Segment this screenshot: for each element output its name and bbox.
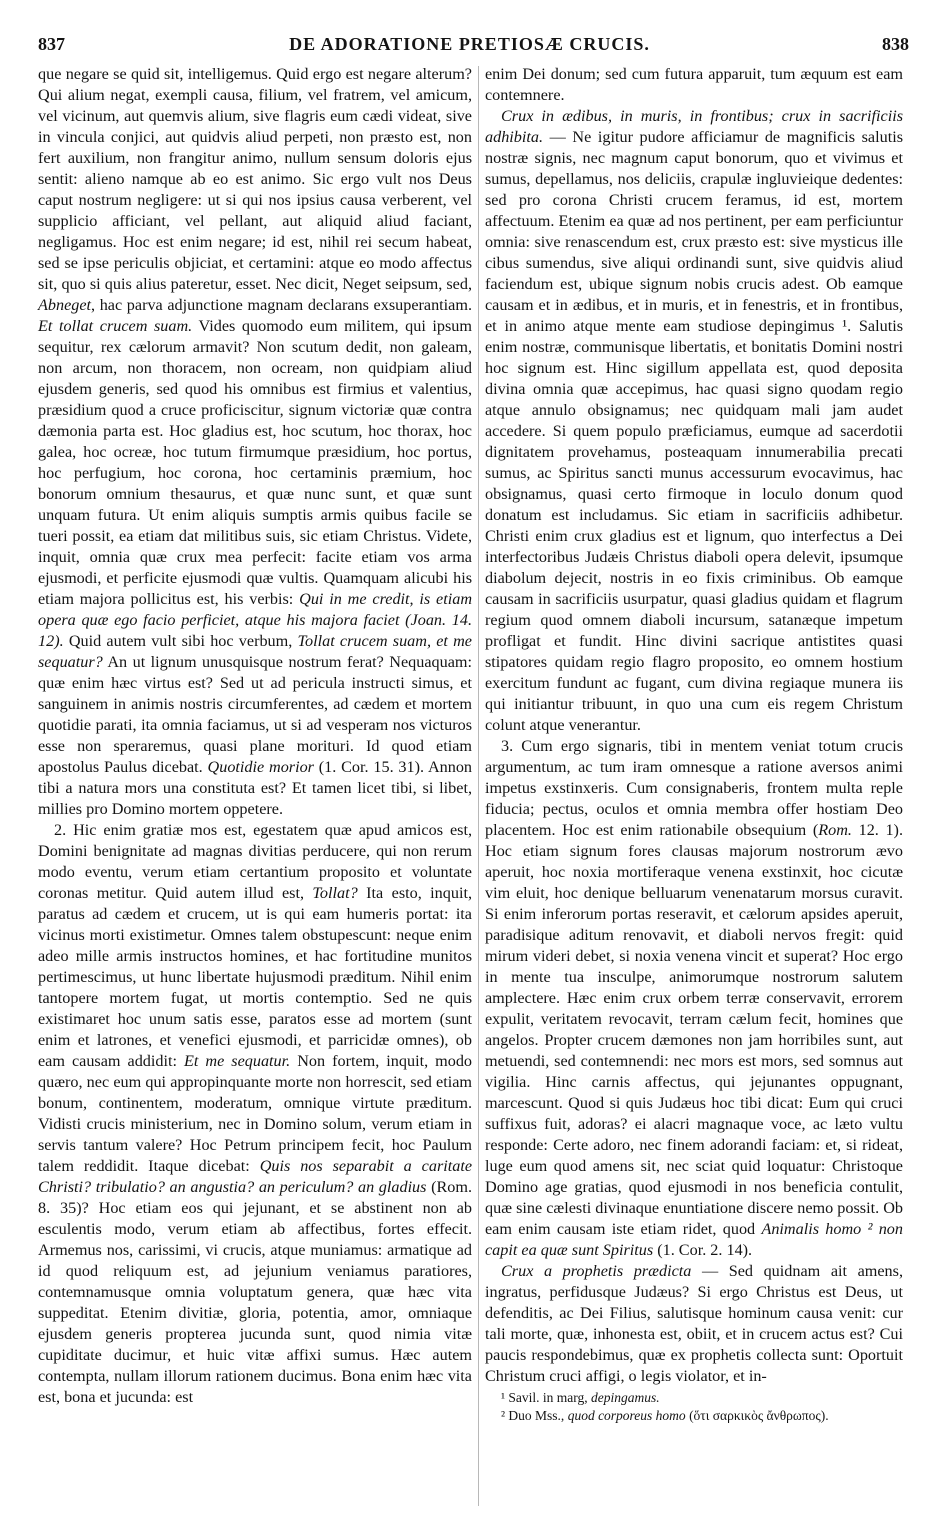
page-number-left: 837 (38, 34, 65, 54)
page-number-right: 838 (882, 34, 909, 54)
section-heading: Crux a prophetis prædicta (501, 1262, 692, 1280)
paragraph-crux-a-prophetis: Crux a prophetis prædicta — Sed quidnam ait amens, ingratus, perfidusque Judæus? Si ergo Christus est Deus, ut defenditis, ac Dei Filius, salutisque hominum causa venit: cur tali morte, quæ, inhonesta est, obiit, et in crucem actus est? Cui paucis respondebimus, quæ ex prophetis collecta sunt: Oportuit Christum cruci affigi, o legis violator, et in- (485, 1262, 903, 1385)
paragraph-crux-in-aedibus: Crux in ædibus, in muris, in frontibus; crux in sacrificiis adhibita. — Ne igitur pudore afficiamur de magnificis salutis nostræ signis, nec magnum caput bonorum, quo et vivimus et sumus, depellamus, nos deliciis, crapulæ ingluvieique dedentes: sed pro corona Christi crucem feramus, id est, mortem affectuum. Etenim ea quæ ad nos pertinent, per eam perficiuntur omnia: sive renascendum est, crux præsto est: sive mysticus ille cibus sumendus, sive aliqui ordinandi sunt, sive quidvis aliud faciendum est, ubique signum nobis crucis adest. Ob eamque causam et in ædibus, et in muris, et in fenestris, et in frontibus, et in animo atque mente eam studiose depingimus ¹. Salutis enim nostræ, communisque libertatis, et bonitatis Domini nostri hoc signum est. Hinc sigillum appellata est, quod deposita divina omnia quæ accepimus, hac quasi signo quodam regio atque annulo obsignamus; nec quidquam mali jam audet accedere. Si quem populo præficiamus, eumque ad sacerdotii dignitatem provehamus, posteaquam innumerabilia precati sumus, ac Spiritus sancti munus accessurum evocavimus, hac obsignamus, quasi certo firmoque in loculo donum quod donatum est includamus. Sic etiam in sacrificiis adhibetur. Christi enim crux gladius est et lignum, quo interfectus a Dei interfectoribus Judæis Christus diaboli opera delevit, ipsumque diabolum dejecit, nostris in eo fixis criminibus. Ob eamque causam in sacrificiis usurpatur, quasi gladius quidam et flagrum regium quod omnem diaboli incursum, satanæque impetum profligat et fundit. Hinc divini sacrique antistites quasi stipatores quidam regio flagro proposito, eo omnem hostium exercitum fundunt ac fugant, cum divina regiaque munera iis qui initiantur tribuunt, in quo una cum eis regem Christum colunt atque venerantur. (485, 107, 903, 734)
left-column (38, 64, 472, 1408)
paragraph-continuation: que negare se quid sit, intelligemus. Quid ergo est negare alterum? Qui alium negat, exempli causa, filium, vel fratrem, vel amicum, vel vicinum, aut quemvis alium, sive flagris eum cædi videat, sive in vincula conjici, aut quidvis aliud perpeti, non præsto est, non fert auxilium, non frangitur animo, nullum sensum doloris ejus sentit: alieno namque ab eo est animo. Sic ergo vult nos Deus caput nostrum negligere: ut si qui nos ipsius causa verberent, vel supplicio afficiant, vel pellant, aut aliquid aliud faciant, negligamus. Hoc est enim negare; id est, nihil rei secum habeat, sed se ipse periculis objiciat, et certamini: atque eo modo affectus sit, quo si quis alius pateretur, esset. Nec dicit, Neget seipsum, sed, Abneget, hac parva adjunctione magnam declarans exsuperantiam. Et tollat crucem suam. Vides quomodo eum militem, qui ipsum sequitur, rex cælorum armavit? Non scutum dedit, non galeam, non arcum, non thoracem, non ocream, non quidpiam aliud ejusdem generis, sed quod his omnibus est firmius et valentius, præsidium quod a cruce proficiscitur, signum victoriæ quæ contra dæmonia parta est. Hoc gladius est, hoc scutum, hoc thorax, hoc galea, hoc ocreæ, hoc tutum firmumque præsidium, hoc portus, hoc perfugium, hoc corona, hoc certaminis præmium, hoc bonorum omnium thesaurus, et quæ nunc sunt, et quæ sunt unquam futura. Ut enim aliquis sumptis armis quibus facile se tueri possit, ea etiam dat militibus suis, sic etiam Christus. Videte, inquit, omnia quæ crux mea perfecit: facite etiam vos arma ejusmodi, et perficite ejusmodi quæ vultis. Quamquam alicubi his etiam majora pollicitus est, his verbis: Qui in me credit, is etiam opera quæ ego facio perficiet, atque his majora faciet (Joan. 14. 12). Quid autem vult sibi hoc verbum, Tollat crucem suam, et me sequatur? An ut lignum unusquisque nostrum ferat? Nequaquam: quæ enim hæc virtus est? Sed ut ad pericula instructi simus, et sanguinem in animis nostris circumferentes, ad cædem et mortem quotidie parati, ita omnia faciamus, ut si ad vesperam nos victuros esse non speraremus, quasi plane morituri. Id quod etiam apostolus Paulus dicebat. Quotidie morior (1. Cor. 15. 31). Annon tibi a natura mors una constituta est? Et tamen licet tibi, si libet, millies pro Domino mortem oppetere. (38, 65, 473, 818)
section-heading: Crux in ædibus, in muris, in frontibus; crux in sacrificiis adhibita. (485, 107, 903, 146)
footnotes (485, 1389, 903, 1425)
paragraph-continuation: enim Dei donum; sed cum futura apparuit, tum æquum est eam contemnere. (485, 65, 903, 104)
footnote-1: ¹ Savil. in marg, depingamus. (501, 1390, 660, 1405)
right-column (485, 64, 903, 1425)
running-title: DE ADORATIONE PRETIOSÆ CRUCIS. (289, 34, 650, 54)
footnote-2: ² Duo Mss., quod corporeus homo (ὅτι σαρκικὸς ἄνθρωπος). (501, 1408, 829, 1423)
paragraph-section-2: 2. Hic enim gratiæ mos est, egestatem quæ apud amicos est, Domini benignitate ad magnas divitias perducere, qui non rerum modo eventu, verum etiam certantium proposito et voluntate coronas metitur. Quid autem illud est, Tollat? Ita esto, inquit, paratus ad cædem et crucem, ut is qui eam humeris portat: ita vicinus morti existimetur. Omnes talem obstupescunt: neque enim adeo mille armis instructos homines, et hac fortitudine munitos pertimescimus, ut hunc libertate hujusmodi præditum. Nihil enim tantopere mortem fugat, ut mortis contemptio. Sed ne quis existimaret hoc unum satis esse, paratos esse ad mortem (sunt enim et latrones, et venefici ejusmodi, et parricidæ omnes), ob eam causam addidit: Et me sequatur. Non fortem, inquit, modo quæro, nec eum qui appropinquante morte non horrescit, sed etiam bonum, continentem, moderatum, omnique virtute præditum. Vidisti crucis ministerium, nec in Domino solum, verum etiam in servis tantum valere? Hoc Petrum principem fecit, hoc Paulum talem reddidit. Itaque dicebat: Quis nos separabit a caritate Christi? tribulatio? an angustia? an periculum? an gladius (Rom. 8. 35)? Hoc etiam eos qui jejunant, et se abstinent non ab esculentis modo, verum etiam ab affectibus, fortes effecit. Armemus nos, carissimi, vi crucis, atque muniamus: armatique ad id quod reliquum est, ad jejunium veniamus paratiores, contemnamusque omnia voluptatum genera, quæ hæc vita suppeditat. Etenim divitiæ, gloria, potentia, amor, omniaque ejusdem generis propterea jucunda sunt, quod nimia vitæ cupiditate ducimur, et huic vitæ affixi sumus. Hæc autem contempta, nullam illorum rationem ducimus. Bona enim hæc vita est, bona et jucunda: est (38, 821, 473, 1406)
paragraph-section-3: 3. Cum ergo signaris, tibi in mentem veniat totum crucis argumentum, ac tum iram omnesque a ratione aversos animi impetus exstinxeris. Cum consignaberis, frontem multa reple fiducia; pectus, oculos et omnia membra offer hostiam Deo placentem. Hoc est enim rationabile obsequium (Rom. 12. 1). Hoc etiam signum fores clausas majorum nostrorum ævo aperuit, hoc noxia mortiferaque venena exstinxit, hoc cicutæ vim eluit, hoc denique belluarum venenatarum morsus curavit. Si enim inferorum portas reseravit, et cælorum apsides aperuit, paradisique aditum renovavit, et diaboli nervos fregit: quid mirum videri debet, si noxia venena vincit et superat? Hoc ergo in mente tua insculpe, animorumque nostrorum salutem amplectere. Hæc enim crux orbem terræ conservavit, errorem expulit, veritatem revocavit, terram cælum fecit, homines que angelos. Propter crucem dæmones non jam horribiles sunt, aut metuendi, sed contemnendi: nec mors est mors, sed somnus aut vigilia. Hinc carnis affectus, qui jejunantes oppugnant, marcescunt. Quod si quis Judæus hoc tibi dicat: Eum qui cruci suffixus fuit, adoras? ei alacri magnaque voce, ac læto vultu responde: Certe adoro, nec finem adorandi faciam: et, si rideat, luge eum quod amens sit, nec sciat quid loquatur: Christoque Domino age gratias, quod ejusmodi in nos beneficia contulit, quæ sine cælesti divinaque enuntiatione discere nemo possit. Ob eam enim causam iste etiam ridet, quod Animalis homo ² non capit ea quæ sunt Spiritus (1. Cor. 2. 14). (485, 737, 903, 1259)
column-divider (478, 66, 479, 1506)
page-header (0, 34, 939, 64)
